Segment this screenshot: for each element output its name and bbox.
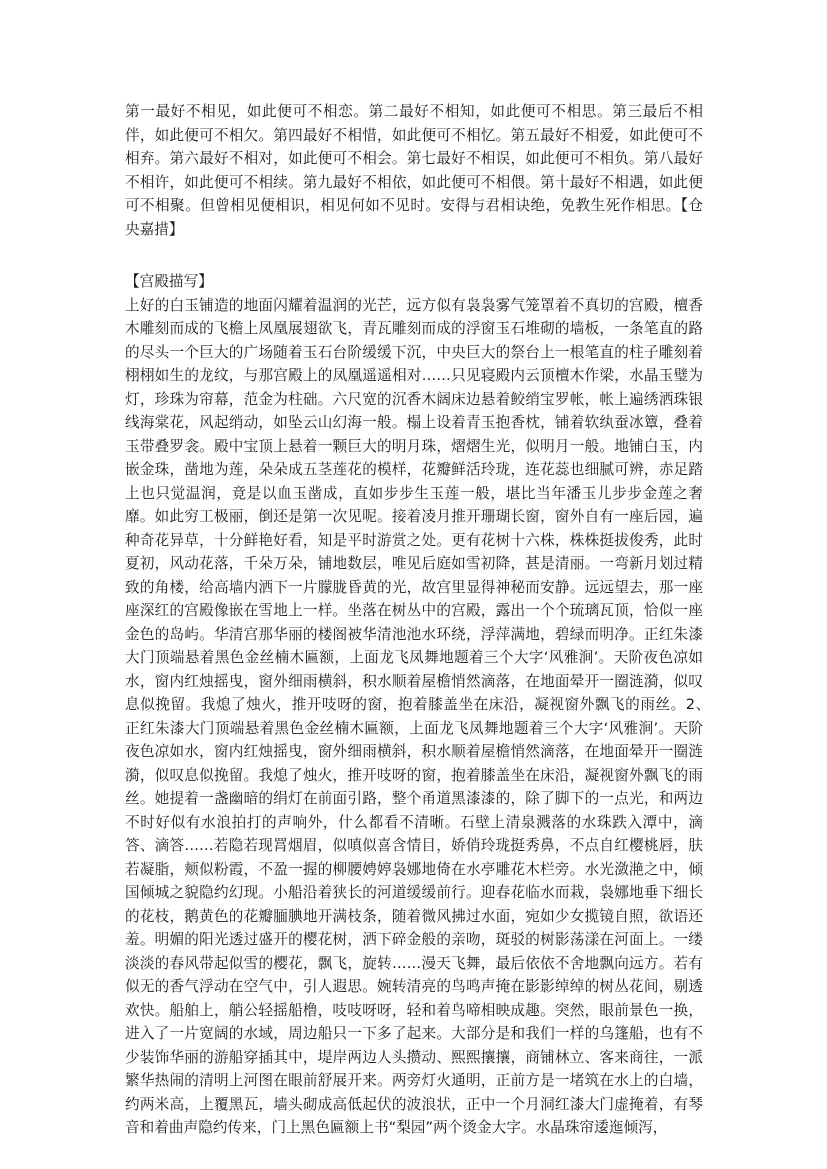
palace-description-section [125,270,718,1140]
section-heading: 【宫殿描写】 [125,273,213,290]
poem-section [125,100,703,241]
poem-paragraph: 第一最好不相见，如此便可不相恋。第二最好不相知，如此便可不相思。第三最后不相伴，如此便可不相欠。第四最好不相惜，如此便可不相忆。第五最好不相爱，如此便可不相弃。第六最好不相对，如此便可不相会。第七最好不相误，如此便可不相负。第八最好不相许，如此便可不相续。第九最好不相依，如此便可不相偎。第十最好不相遇，如此便可不相聚。但曾相见便相识，相见何如不见时。安得与君相诀绝，免教生死作相思。【仓央嘉措】 [125,103,703,238]
palace-description-paragraph: 上好的白玉铺造的地面闪耀着温润的光芒，远方似有袅袅雾气笼罩着不真切的宫殿，檀香木雕刻而成的飞檐上凤凰展翅欲飞，青瓦雕刻而成的浮窗玉石堆砌的墙板，一条笔直的路的尽头一个巨大的广场随着玉石台阶缓缓下沉，中央巨大的祭台上一根笔直的柱子雕刻着栩栩如生的龙纹，与那宫殿上的凤凰遥遥相对……只见寝殿内云顶檀木作梁，水晶玉璧为灯，珍珠为帘幕，范金为柱础。六尺宽的沉香木阔床边悬着鲛绡宝罗帐，帐上遍绣洒珠银线海棠花，风起绡动，如坠云山幻海一般。榻上设着青玉抱香枕，铺着软纨蚕冰簟，叠着玉带叠罗衾。殿中宝顶上悬着一颗巨大的明月珠，熠熠生光，似明月一般。地铺白玉，内嵌金珠，凿地为莲，朵朵成五茎莲花的模样，花瓣鲜活玲珑，连花蕊也细腻可辨，赤足踏上也只觉温润，竟是以血玉凿成，直如步步生玉莲一般，堪比当年潘玉儿步步金莲之奢靡。如此穷工极丽，倒还是第一次见呢。接着凌月推开珊瑚长窗，窗外自有一座后园，遍种奇花异草，十分鲜艳好看，知是平时游赏之处。更有花树十六株，株株挺拔俊秀，此时夏初，风动花落，千朵万朵，铺地数层，唯见后庭如雪初降，甚是清丽。一弯新月划过精致的角楼，给高墙内洒下一片朦胧昏黄的光，故宫里显得神秘而安静。远远望去，那一座座深红的宫殿像嵌在雪地上一样。坐落在树丛中的宫殿，露出一个个琉璃瓦顶，恰似一座金色的岛屿。华清宫那华丽的楼阁被华清池池水环绕，浮萍满地，碧绿而明净。正红朱漆大门顶端悬着黑色金丝楠木匾额，上面龙飞凤舞地题着三个大字‘风雅涧’。天阶夜色凉如水，窗内红烛摇曳，窗外细雨横斜，积水顺着屋檐悄然滴落，在地面晕开一圈涟漪，似叹息似挽留。我熄了烛火，推开吱呀的窗，抱着膝盖坐在床沿，凝视窗外飘飞的雨丝。2、 正红朱漆大门顶端悬着黑色金丝楠木匾额，上面龙飞凤舞地题着三个大字‘风雅涧’。天阶夜色凉如水，窗内红烛摇曳，窗外细雨横斜，积水顺着屋檐悄然滴落，在地面晕开一圈涟漪，似叹息似挽留。我熄了烛火，推开吱呀的窗，抱着膝盖坐在床沿，凝视窗外飘飞的雨丝。她提着一盏幽暗的绢灯在前面引路，整个甬道黑漆漆的，除了脚下的一点光，和两边不时好似有水浪拍打的声响外，什么都看不清晰。石壁上清泉溅落的水珠跌入潭中，滴答、滴答……若隐若现罥烟眉，似嗔似喜含情目，娇俏玲珑挺秀鼻，不点自红樱桃唇，肤若凝脂，颊似粉霞，不盈一握的柳腰娉婷袅娜地倚在水亭雕花木栏旁。水光潋滟之中，倾国倾城之貌隐约幻现。小船沿着狭长的河道缓缓前行。迎春花临水而栽，袅娜地垂下细长的花枝，鹅黄色的花瓣腼腆地开满枝条，随着微风拂过水面，宛如少女揽镜自照，欲语还羞。明媚的阳光透过盛开的樱花树，洒下碎金般的亲吻，斑驳的树影荡漾在河面上。一缕淡淡的春风带起似雪的樱花，飘飞，旋转……漫天飞舞，最后依依不舍地飘向远方。若有似无的香气浮动在空气中，引人遐思。婉转清亮的鸟鸣声掩在影影绰绰的树丛花间，剔透欢快。船舶上，艄公轻摇船橹，吱吱呀呀，轻和着鸟啼相映成趣。突然，眼前景色一换，进入了一片宽阔的水域，周边船只一下多了起来。大部分是和我们一样的乌篷船，也有不少装饰华丽的游船穿插其中，堤岸两边人头攒动、熙熙攘攘，商铺林立、客来商往，一派繁华热闹的清明上河图在眼前舒展开来。两旁灯火通明，正前方是一堵筑在水上的白墙，约两米高，上覆黑瓦，墙头砌成高低起伏的波浪状，正中一个月洞红漆大门虚掩着，有琴音和着曲声隐约传来，门上黑色匾额上书“梨园”两个烫金大字。水晶珠帘逶迤倾泻， [125,296,718,1136]
